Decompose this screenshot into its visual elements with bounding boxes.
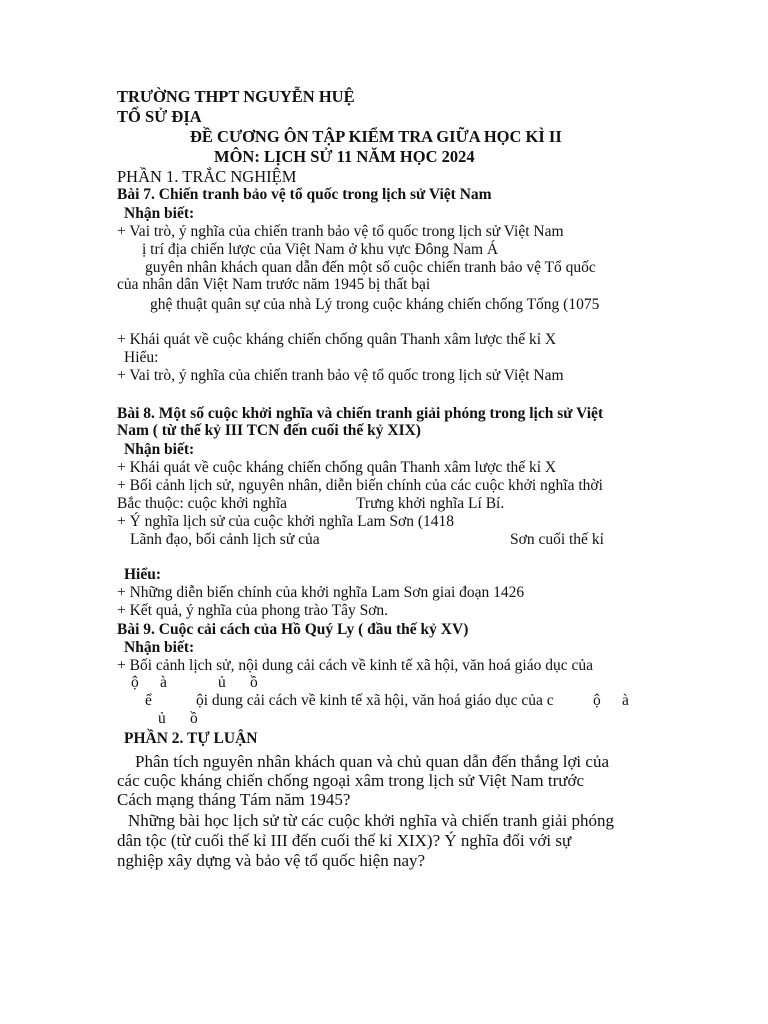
lesson7-item-1: + Vai trò, ý nghĩa của chiến tranh bảo vệ tổ quốc trong lịch sử Việt Nam xyxy=(117,223,564,240)
lesson7-hieu-label: Hiểu: xyxy=(124,349,159,366)
lesson8-item-2: + Bối cảnh lịch sử, nguyên nhân, diễn biến chính của các cuộc khởi nghĩa thời xyxy=(117,477,603,494)
lesson8-hieu-label: Hiểu: xyxy=(124,566,162,583)
lesson8-item-3: + Ý nghĩa lịch sử của cuộc khởi nghĩa Lam Sơn (1418 xyxy=(117,513,455,530)
lesson8-title-line1: Bài 8. Một số cuộc khởi nghĩa và chiến tranh giải phóng trong lịch sử Việt xyxy=(117,405,604,422)
lesson8-title-line2: Nam ( từ thế kỷ III TCN đến cuối thế kỷ XIX) xyxy=(117,422,421,439)
lesson8-item-1: + Khái quát về cuộc kháng chiến chống quân Thanh xâm lược thế kỉ X xyxy=(117,459,557,476)
essay-question-1-line2: các cuộc kháng chiến chống ngoại xâm trong lịch sử Việt Nam trước xyxy=(117,771,584,790)
lesson9-fragment: ồ xyxy=(250,674,258,691)
lesson8-item-2-cont-a: Bắc thuộc: cuộc khởi nghĩa xyxy=(117,495,288,512)
lesson9-nhan-biet-label: Nhận biết: xyxy=(124,639,195,656)
essay-question-1-line3: Cách mạng tháng Tám năm 1945? xyxy=(117,790,351,809)
lesson8-item-4a: Lãnh đạo, bối cảnh lịch sử của xyxy=(130,531,320,548)
lesson9-fragment: ộ xyxy=(131,674,139,691)
lesson7-item-3: guyên nhân khách quan dẫn đến một số cuộc chiến tranh bảo vệ Tổ quốc xyxy=(145,259,596,276)
lesson7-title: Bài 7. Chiến tranh bảo vệ tổ quốc trong lịch sử Việt Nam xyxy=(117,186,492,203)
essay-question-2-line2: dân tộc (từ cuối thế kỉ III đến cuối thế kỉ XIX)? Ý nghĩa đối với sự xyxy=(117,831,572,850)
lesson9-fragment: ủ xyxy=(218,674,226,691)
lesson7-item-5: + Khái quát về cuộc kháng chiến chống quân Thanh xâm lược thế kỉ X xyxy=(117,331,557,348)
lesson9-fragment: ủ xyxy=(158,710,166,727)
lesson9-item-2: ội dung cải cách về kinh tế xã hội, văn hoá giáo dục của c xyxy=(196,692,554,709)
lesson9-title: Bài 9. Cuộc cải cách của Hồ Quý Ly ( đầu thế kỷ XV) xyxy=(117,621,469,638)
lesson8-item-2-cont-b: Trưng khởi nghĩa Lí Bí. xyxy=(356,495,505,512)
lesson9-fragment: à xyxy=(160,674,167,691)
lesson9-fragment: ồ xyxy=(190,710,198,727)
lesson7-item-4: ghệ thuật quân sự của nhà Lý trong cuộc kháng chiến chống Tống (1075 xyxy=(150,296,600,313)
lesson7-item-3-cont: của nhân dân Việt Nam trước năm 1945 bị thất bại xyxy=(117,276,431,293)
lesson9-fragment: ộ xyxy=(593,692,601,709)
lesson9-fragment: ể xyxy=(145,692,152,709)
essay-question-2-line3: nghiệp xây dựng và bảo vệ tổ quốc hiện nay? xyxy=(117,851,426,870)
lesson8-item-4b: Sơn cuối thế kỉ xyxy=(510,531,604,548)
part2-title: PHẦN 2. TỰ LUẬN xyxy=(124,730,258,747)
lesson8-hieu-item-1: + Những diễn biến chính của khởi nghĩa Lam Sơn giai đoạn 1426 xyxy=(117,584,525,601)
essay-question-2-line1: Những bài học lịch sử từ các cuộc khởi nghĩa và chiến tranh giải phóng xyxy=(128,811,615,830)
subject-line: MÔN: LỊCH SỬ 11 NĂM HỌC 2024 xyxy=(214,147,475,166)
part1-title: PHẦN 1. TRẮC NGHIỆM xyxy=(117,167,297,186)
lesson7-nhan-biet-label: Nhận biết: xyxy=(124,205,195,222)
lesson9-fragment: à xyxy=(622,692,629,709)
lesson7-hieu-item: + Vai trò, ý nghĩa của chiến tranh bảo vệ tổ quốc trong lịch sử Việt Nam xyxy=(117,367,564,384)
essay-question-1-line1: Phân tích nguyên nhân khách quan và chủ quan dẫn đến thắng lợi của xyxy=(135,752,609,771)
department-name: TỔ SỬ ĐỊA xyxy=(117,107,202,126)
lesson8-hieu-item-2: + Kết quả, ý nghĩa của phong trào Tây Sơn. xyxy=(117,602,389,619)
school-name: TRƯỜNG THPT NGUYỄN HUỆ xyxy=(117,87,355,106)
lesson8-nhan-biet-label: Nhận biết: xyxy=(124,441,195,458)
document-title: ĐỀ CƯƠNG ÔN TẬP KIỂM TRA GIỮA HỌC KÌ II xyxy=(190,127,562,146)
lesson7-item-2: ị trí địa chiến lược của Việt Nam ở khu vực Đông Nam Á xyxy=(142,241,499,258)
lesson9-item-1: + Bối cảnh lịch sử, nội dung cải cách về kinh tế xã hội, văn hoá giáo dục của xyxy=(117,657,593,674)
